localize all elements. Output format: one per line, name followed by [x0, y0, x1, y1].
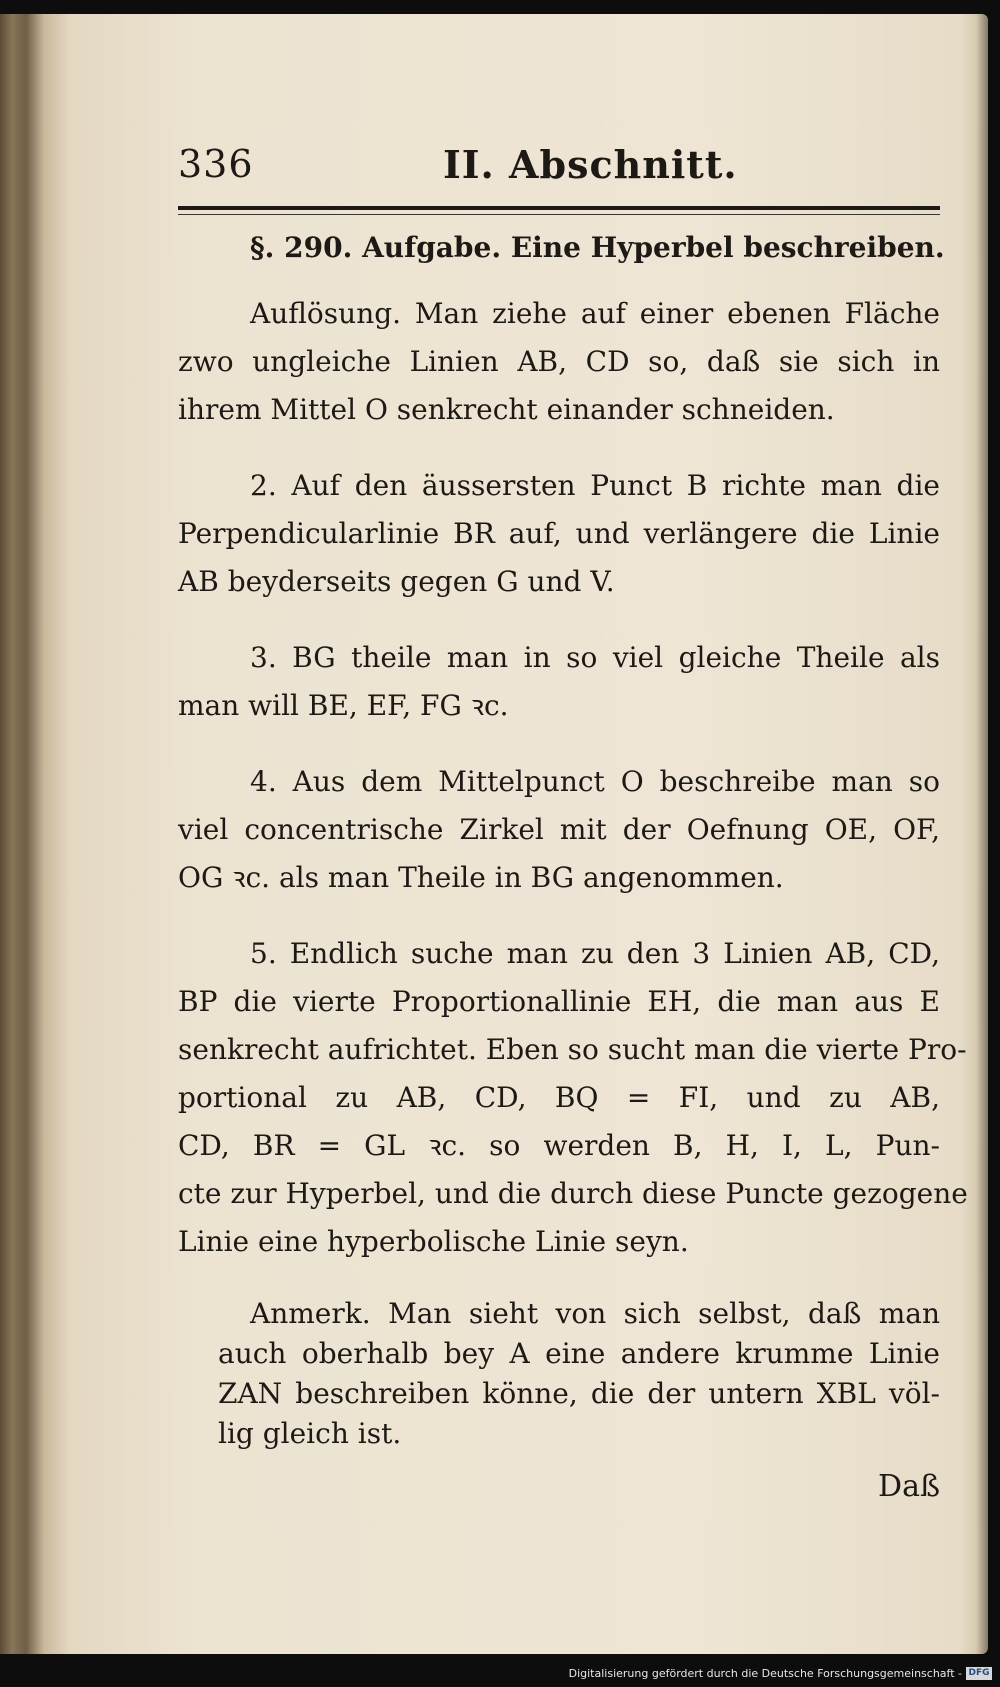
text-line: 3. BG theile man in so viel gleiche Theile als [250, 641, 940, 674]
section-title [178, 224, 945, 272]
text-line: zwo ungleiche Linien AB, CD so, daß sie sich in [178, 345, 940, 378]
page-content [178, 124, 968, 1504]
text-line: ihrem Mittel O senkrecht einander schneiden. [178, 393, 835, 426]
paragraph-1 [178, 290, 940, 434]
page-number: 336 [178, 142, 254, 186]
text-line: OG ꝛc. als man Theile in BG angenommen. [178, 861, 784, 894]
text-line: Auflösung. Man ziehe auf einer ebenen Fläche [250, 297, 940, 330]
text-line: portional zu AB, CD, BQ = FI, und zu AB, [178, 1081, 940, 1114]
page-header [178, 124, 940, 196]
header-rule-thin [178, 214, 940, 215]
paragraph-3 [178, 634, 940, 730]
paragraph-5 [178, 930, 968, 1266]
text-line: man will BE, EF, FG ꝛc. [178, 689, 509, 722]
dfg-logo-icon: DFG [966, 1667, 992, 1680]
text-line: viel concentrische Zirkel mit der Oefnung OE, OF, [178, 813, 940, 846]
text-line: cte zur Hyperbel, und die durch diese Puncte gezogene [178, 1177, 968, 1210]
text-line: 5. Endlich suche man zu den 3 Linien AB, CD, [250, 937, 940, 970]
credit-text: Digitalisierung gefördert durch die Deutsche Forschungsgemeinschaft - [568, 1666, 962, 1680]
remark-note [178, 1294, 940, 1454]
note-line: auch oberhalb bey A eine andere krumme Linie [218, 1337, 940, 1370]
text-line: 2. Auf den äussersten Punct B richte man die [250, 469, 940, 502]
text-line: 4. Aus dem Mittelpunct O beschreibe man so [250, 765, 940, 798]
running-head: II. Abschnitt. [443, 142, 738, 187]
text-line: senkrecht aufrichtet. Eben so sucht man die vierte Pro- [178, 1033, 967, 1066]
catchword: Daß [878, 1469, 940, 1504]
header-rule [178, 206, 940, 210]
text-line: AB beyderseits gegen G und V. [178, 565, 615, 598]
note-line: Anmerk. Man sieht von sich selbst, daß man [250, 1297, 940, 1330]
paragraph-2 [178, 462, 940, 606]
text-line: BP die vierte Proportionallinie EH, die man aus E [178, 985, 940, 1018]
text-line: Linie eine hyperbolische Linie seyn. [178, 1225, 689, 1258]
digitization-credit [569, 1663, 992, 1683]
note-line: lig gleich ist. [218, 1417, 402, 1450]
body-text [178, 224, 968, 1482]
note-line: ZAN beschreiben könne, die der untern XBL völ- [218, 1377, 940, 1410]
book-page-scan [0, 14, 988, 1654]
section-title-line: §. 290. Aufgabe. Eine Hyperbel beschreiben. [250, 231, 945, 264]
paragraph-4 [178, 758, 940, 902]
text-line: Perpendicularlinie BR auf, und verlängere die Linie [178, 517, 940, 550]
text-line: CD, BR = GL ꝛc. so werden B, H, I, L, Pun- [178, 1129, 940, 1162]
